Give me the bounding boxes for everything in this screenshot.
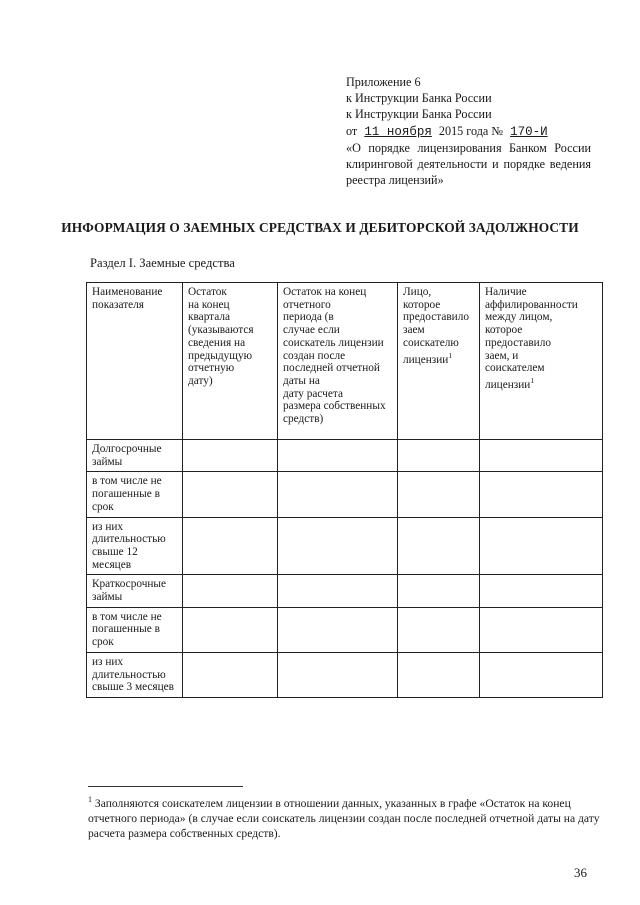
header-lender: Лицо, которое предоставило заем соискателю лицензии$^1$	[398, 283, 480, 440]
header-quarter-balance: Остаток на конец квартала (указываются сведения на предыдущую отчетную дату)	[183, 283, 278, 440]
table-cell	[183, 607, 278, 652]
row-label: в том числе не погашенные в срок	[87, 607, 183, 652]
appendix-reference-1: к Инструкции Банка России	[346, 91, 492, 106]
footnote-mark: 1	[88, 795, 92, 804]
table-cell	[398, 575, 480, 607]
table-cell	[183, 517, 278, 575]
table-cell	[480, 472, 603, 517]
table-cell	[278, 472, 398, 517]
header-period-balance: Остаток на конец отчетного периода (в случае если соискатель лицензии создан после последней отчетной даты на дату расчета размера собственных средств)	[278, 283, 398, 440]
date-prefix: от	[346, 123, 358, 138]
table-cell	[480, 575, 603, 607]
table-row	[87, 517, 603, 575]
table-cell	[398, 517, 480, 575]
header-lender-footnote-mark: 1	[448, 350, 453, 360]
footnote-divider	[88, 786, 243, 787]
appendix-number: Приложение 6	[346, 75, 421, 89]
table-cell	[398, 440, 480, 472]
table-cell	[183, 472, 278, 517]
footnote-text: Заполняются соискателем лицензии в отношении данных, указанных в графе «Остаток на конец отчетного периода» (в случае если соискатель лицензии создан после последней отчетной даты на дату расчета размера собственных средств).	[88, 797, 600, 840]
table-cell	[278, 575, 398, 607]
table-cell	[398, 607, 480, 652]
row-label: из них длительностью свыше 3 месяцев	[87, 652, 183, 697]
table-row	[87, 607, 603, 652]
header-indicator: Наименование показателя	[87, 283, 183, 440]
row-label: в том числе не погашенные в срок	[87, 472, 183, 517]
table-cell	[480, 440, 603, 472]
appendix-header	[346, 74, 591, 188]
table-cell	[480, 652, 603, 697]
table-cell	[183, 652, 278, 697]
row-label: из них длительностью свыше 12 месяцев	[87, 517, 183, 575]
table-header-row	[87, 283, 603, 440]
table-cell	[398, 652, 480, 697]
table-cell	[183, 440, 278, 472]
table-row	[87, 652, 603, 697]
footnote	[88, 792, 600, 841]
row-label: Долгосрочные займы	[87, 440, 183, 472]
date-suffix: 2015 года №	[438, 123, 504, 138]
page-number: 36	[574, 865, 587, 880]
date-fill: 11 ноября	[364, 124, 432, 139]
header-affiliation: Наличие аффилированности между лицом, которое предоставило заем, и соискателем лицензии$^1$	[480, 283, 603, 440]
table-cell	[278, 652, 398, 697]
loans-table	[86, 282, 603, 698]
table-cell	[183, 575, 278, 607]
table-cell	[278, 517, 398, 575]
appendix-date-line	[346, 123, 591, 140]
table-cell	[480, 517, 603, 575]
header-affiliation-footnote-mark: 1	[530, 375, 535, 385]
table-cell	[398, 472, 480, 517]
table-row	[87, 575, 603, 607]
row-label: Краткосрочные займы	[87, 575, 183, 607]
document-title: ИНФОРМАЦИЯ О ЗАЕМНЫХ СРЕДСТВАХ И ДЕБИТОРСКОЙ ЗАДОЛЖНОСТИ	[61, 220, 579, 235]
number-fill: 170-И	[510, 124, 548, 139]
appendix-subject: «О порядке лицензирования Банком России клиринговой деятельности и порядке ведения реестра лицензий»	[346, 140, 591, 188]
table-cell	[480, 607, 603, 652]
table-cell	[278, 607, 398, 652]
table-cell	[278, 440, 398, 472]
appendix-reference-2: к Инструкции Банка России	[346, 107, 492, 122]
section-title: Раздел I. Заемные средства	[90, 256, 235, 270]
table-row	[87, 472, 603, 517]
table-row	[87, 440, 603, 472]
